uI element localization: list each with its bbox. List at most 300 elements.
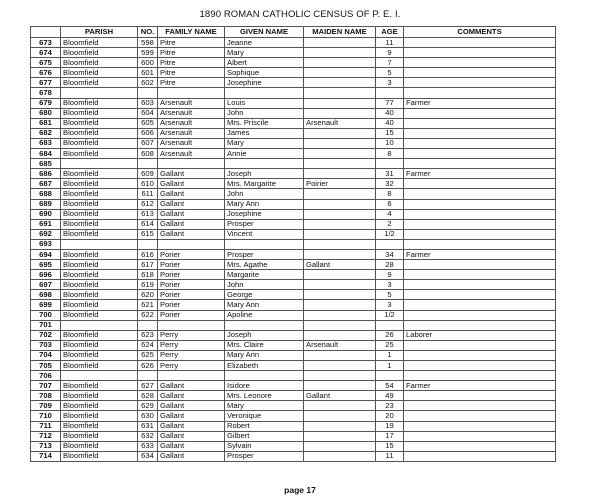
table-row [31, 169, 556, 179]
table-row [31, 330, 556, 340]
given-name-cell: Margarite [225, 270, 304, 280]
age-cell: 77 [376, 98, 404, 108]
number-cell: 630 [138, 411, 158, 421]
table-row [31, 118, 556, 128]
row-number: 691 [31, 219, 61, 229]
family-name-cell: Gallant [158, 199, 225, 209]
comments-cell [404, 118, 556, 128]
row-number: 679 [31, 98, 61, 108]
header-given-name: GIVEN NAME [225, 27, 304, 38]
number-cell: 602 [138, 78, 158, 88]
age-cell: 9 [376, 48, 404, 58]
comments-cell [404, 371, 556, 381]
given-name-cell: James [225, 128, 304, 138]
comments-cell [404, 38, 556, 48]
given-name-cell: Jeanne [225, 38, 304, 48]
number-cell: 621 [138, 300, 158, 310]
age-cell: 54 [376, 381, 404, 391]
number-cell: 610 [138, 179, 158, 189]
family-name-cell [158, 371, 225, 381]
row-number: 713 [31, 441, 61, 451]
table-row [31, 78, 556, 88]
number-cell: 617 [138, 260, 158, 270]
row-number: 696 [31, 270, 61, 280]
maiden-name-cell [304, 229, 376, 239]
comments-cell [404, 260, 556, 270]
maiden-name-cell [304, 361, 376, 371]
number-cell [138, 159, 158, 169]
number-cell: 607 [138, 138, 158, 148]
age-cell: 28 [376, 260, 404, 270]
maiden-name-cell [304, 138, 376, 148]
parish-cell: Bloomfield [61, 441, 138, 451]
family-name-cell [158, 239, 225, 249]
comments-cell [404, 209, 556, 219]
age-cell: 23 [376, 401, 404, 411]
maiden-name-cell [304, 209, 376, 219]
number-cell: 615 [138, 229, 158, 239]
number-cell [138, 88, 158, 98]
page-title: 1890 ROMAN CATHOLIC CENSUS OF P. E. I. [199, 9, 401, 20]
maiden-name-cell [304, 189, 376, 199]
maiden-name-cell [304, 199, 376, 209]
given-name-cell: Prosper [225, 249, 304, 259]
row-number: 697 [31, 280, 61, 290]
family-name-cell: Gallant [158, 219, 225, 229]
table-row [31, 209, 556, 219]
family-name-cell: Porier [158, 290, 225, 300]
age-cell: 5 [376, 290, 404, 300]
table-row [31, 431, 556, 441]
number-cell: 604 [138, 108, 158, 118]
parish-cell [61, 159, 138, 169]
number-cell: 605 [138, 118, 158, 128]
comments-cell: Farmer [404, 98, 556, 108]
row-number: 694 [31, 249, 61, 259]
table-row [31, 350, 556, 360]
comments-cell [404, 179, 556, 189]
family-name-cell: Arsenault [158, 108, 225, 118]
maiden-name-cell [304, 239, 376, 249]
family-name-cell: Arsenault [158, 149, 225, 159]
family-name-cell: Porier [158, 270, 225, 280]
maiden-name-cell [304, 48, 376, 58]
family-name-cell: Gallant [158, 441, 225, 451]
number-cell: 600 [138, 58, 158, 68]
maiden-name-cell [304, 371, 376, 381]
table-row [31, 58, 556, 68]
family-name-cell: Perry [158, 361, 225, 371]
row-number: 704 [31, 350, 61, 360]
row-number: 689 [31, 199, 61, 209]
parish-cell: Bloomfield [61, 78, 138, 88]
maiden-name-cell: Arsenault [304, 340, 376, 350]
maiden-name-cell [304, 68, 376, 78]
age-cell: 26 [376, 330, 404, 340]
row-number: 683 [31, 138, 61, 148]
age-cell: 3 [376, 78, 404, 88]
parish-cell: Bloomfield [61, 249, 138, 259]
table-row [31, 38, 556, 48]
parish-cell: Bloomfield [61, 38, 138, 48]
comments-cell: Farmer [404, 249, 556, 259]
family-name-cell: Gallant [158, 431, 225, 441]
given-name-cell: Joseph [225, 330, 304, 340]
parish-cell: Bloomfield [61, 108, 138, 118]
row-number: 702 [31, 330, 61, 340]
parish-cell [61, 88, 138, 98]
table-row [31, 391, 556, 401]
given-name-cell: Robert [225, 421, 304, 431]
parish-cell [61, 371, 138, 381]
number-cell: 612 [138, 199, 158, 209]
parish-cell: Bloomfield [61, 260, 138, 270]
given-name-cell: Apoline [225, 310, 304, 320]
row-number: 688 [31, 189, 61, 199]
maiden-name-cell [304, 169, 376, 179]
maiden-name-cell [304, 280, 376, 290]
given-name-cell: Josephine [225, 78, 304, 88]
given-name-cell: Mrs. Leonore [225, 391, 304, 401]
given-name-cell: Mrs. Priscile [225, 118, 304, 128]
parish-cell: Bloomfield [61, 290, 138, 300]
age-cell: 8 [376, 149, 404, 159]
comments-cell [404, 310, 556, 320]
age-cell: 5 [376, 68, 404, 78]
comments-cell [404, 229, 556, 239]
given-name-cell: Annie [225, 149, 304, 159]
parish-cell: Bloomfield [61, 381, 138, 391]
number-cell: 628 [138, 391, 158, 401]
row-number: 684 [31, 149, 61, 159]
given-name-cell: Albert [225, 58, 304, 68]
parish-cell: Bloomfield [61, 361, 138, 371]
age-cell: 7 [376, 58, 404, 68]
family-name-cell: Pitre [158, 68, 225, 78]
table-row [31, 128, 556, 138]
parish-cell [61, 239, 138, 249]
age-cell [376, 239, 404, 249]
comments-cell [404, 411, 556, 421]
number-cell: 632 [138, 431, 158, 441]
table-row [31, 300, 556, 310]
maiden-name-cell [304, 411, 376, 421]
comments-cell [404, 361, 556, 371]
given-name-cell: Mary [225, 138, 304, 148]
table-row [31, 108, 556, 118]
family-name-cell [158, 88, 225, 98]
number-cell: 618 [138, 270, 158, 280]
maiden-name-cell [304, 431, 376, 441]
comments-cell: Farmer [404, 169, 556, 179]
maiden-name-cell [304, 38, 376, 48]
given-name-cell: Sophique [225, 68, 304, 78]
number-cell: 634 [138, 451, 158, 461]
parish-cell: Bloomfield [61, 118, 138, 128]
row-number: 680 [31, 108, 61, 118]
parish-cell: Bloomfield [61, 330, 138, 340]
row-number: 681 [31, 118, 61, 128]
given-name-cell: Mary [225, 48, 304, 58]
parish-cell: Bloomfield [61, 98, 138, 108]
comments-cell [404, 108, 556, 118]
table-row [31, 179, 556, 189]
given-name-cell: Sylvain [225, 441, 304, 451]
age-cell: 31 [376, 169, 404, 179]
table-row [31, 381, 556, 391]
row-number: 676 [31, 68, 61, 78]
age-cell: 8 [376, 189, 404, 199]
maiden-name-cell [304, 320, 376, 330]
given-name-cell: John [225, 280, 304, 290]
row-number: 710 [31, 411, 61, 421]
given-name-cell: Mary [225, 401, 304, 411]
comments-cell [404, 431, 556, 441]
family-name-cell: Pitre [158, 78, 225, 88]
age-cell: 11 [376, 451, 404, 461]
maiden-name-cell [304, 78, 376, 88]
maiden-name-cell [304, 441, 376, 451]
row-number: 699 [31, 300, 61, 310]
maiden-name-cell [304, 219, 376, 229]
table-row [31, 421, 556, 431]
comments-cell [404, 350, 556, 360]
census-table [30, 26, 556, 462]
family-name-cell: Perry [158, 350, 225, 360]
family-name-cell: Gallant [158, 391, 225, 401]
given-name-cell: Mrs. Agathe [225, 260, 304, 270]
table-row [31, 401, 556, 411]
age-cell: 15 [376, 441, 404, 451]
row-number: 673 [31, 38, 61, 48]
maiden-name-cell [304, 451, 376, 461]
age-cell: 20 [376, 411, 404, 421]
comments-cell [404, 300, 556, 310]
comments-cell [404, 270, 556, 280]
parish-cell: Bloomfield [61, 169, 138, 179]
comments-cell [404, 340, 556, 350]
age-cell: 9 [376, 270, 404, 280]
table-row [31, 320, 556, 330]
age-cell: 1/2 [376, 310, 404, 320]
number-cell: 601 [138, 68, 158, 78]
family-name-cell [158, 159, 225, 169]
comments-cell [404, 149, 556, 159]
table-row [31, 371, 556, 381]
age-cell: 11 [376, 38, 404, 48]
row-number: 703 [31, 340, 61, 350]
table-row [31, 280, 556, 290]
given-name-cell: Elizabeth [225, 361, 304, 371]
table-row [31, 98, 556, 108]
maiden-name-cell [304, 270, 376, 280]
family-name-cell: Gallant [158, 169, 225, 179]
number-cell: 609 [138, 169, 158, 179]
parish-cell: Bloomfield [61, 401, 138, 411]
maiden-name-cell [304, 300, 376, 310]
age-cell: 34 [376, 249, 404, 259]
table-row [31, 199, 556, 209]
maiden-name-cell: Gallant [304, 391, 376, 401]
age-cell: 25 [376, 340, 404, 350]
given-name-cell: Prosper [225, 219, 304, 229]
table-row [31, 451, 556, 461]
number-cell [138, 239, 158, 249]
parish-cell: Bloomfield [61, 421, 138, 431]
given-name-cell: Vincent [225, 229, 304, 239]
table-row [31, 239, 556, 249]
comments-cell [404, 290, 556, 300]
family-name-cell: Gallant [158, 451, 225, 461]
census-body [31, 38, 556, 462]
maiden-name-cell [304, 290, 376, 300]
row-number: 674 [31, 48, 61, 58]
family-name-cell: Gallant [158, 189, 225, 199]
maiden-name-cell [304, 108, 376, 118]
family-name-cell: Porier [158, 310, 225, 320]
comments-cell [404, 58, 556, 68]
age-cell: 15 [376, 128, 404, 138]
parish-cell: Bloomfield [61, 58, 138, 68]
table-row [31, 149, 556, 159]
parish-cell: Bloomfield [61, 340, 138, 350]
header-no: NO. [138, 27, 158, 38]
row-number: 682 [31, 128, 61, 138]
given-name-cell [225, 159, 304, 169]
table-row [31, 159, 556, 169]
comments-cell [404, 391, 556, 401]
comments-cell [404, 421, 556, 431]
number-cell: 629 [138, 401, 158, 411]
number-cell: 598 [138, 38, 158, 48]
maiden-name-cell [304, 98, 376, 108]
parish-cell: Bloomfield [61, 138, 138, 148]
parish-cell: Bloomfield [61, 48, 138, 58]
table-row [31, 88, 556, 98]
comments-cell [404, 401, 556, 411]
age-cell [376, 159, 404, 169]
comments-cell: Farmer [404, 381, 556, 391]
age-cell: 1/2 [376, 229, 404, 239]
comments-cell [404, 451, 556, 461]
maiden-name-cell [304, 330, 376, 340]
family-name-cell: Arsenault [158, 98, 225, 108]
age-cell: 1 [376, 361, 404, 371]
parish-cell: Bloomfield [61, 270, 138, 280]
number-cell: 603 [138, 98, 158, 108]
row-number: 705 [31, 361, 61, 371]
comments-cell [404, 88, 556, 98]
age-cell [376, 371, 404, 381]
family-name-cell: Porier [158, 300, 225, 310]
given-name-cell: Mary Ann [225, 350, 304, 360]
family-name-cell: Gallant [158, 401, 225, 411]
header-age: AGE [376, 27, 404, 38]
family-name-cell: Porier [158, 249, 225, 259]
family-name-cell: Gallant [158, 421, 225, 431]
parish-cell: Bloomfield [61, 431, 138, 441]
maiden-name-cell [304, 128, 376, 138]
given-name-cell: Mary Ann [225, 300, 304, 310]
comments-cell [404, 189, 556, 199]
parish-cell: Bloomfield [61, 189, 138, 199]
family-name-cell: Porier [158, 260, 225, 270]
parish-cell: Bloomfield [61, 391, 138, 401]
age-cell: 3 [376, 300, 404, 310]
table-row [31, 290, 556, 300]
number-cell: 622 [138, 310, 158, 320]
parish-cell [61, 320, 138, 330]
parish-cell: Bloomfield [61, 179, 138, 189]
number-cell [138, 371, 158, 381]
maiden-name-cell [304, 401, 376, 411]
maiden-name-cell [304, 381, 376, 391]
age-cell: 4 [376, 209, 404, 219]
header-comments: COMMENTS [404, 27, 556, 38]
given-name-cell [225, 88, 304, 98]
family-name-cell: Gallant [158, 179, 225, 189]
family-name-cell: Arsenault [158, 138, 225, 148]
given-name-cell: Gilbert [225, 431, 304, 441]
age-cell: 40 [376, 108, 404, 118]
family-name-cell: Porier [158, 280, 225, 290]
row-number: 698 [31, 290, 61, 300]
given-name-cell: John [225, 189, 304, 199]
given-name-cell [225, 239, 304, 249]
age-cell [376, 320, 404, 330]
header-parish: PARISH [61, 27, 138, 38]
comments-cell: Laborer [404, 330, 556, 340]
age-cell: 1 [376, 350, 404, 360]
maiden-name-cell [304, 249, 376, 259]
table-row [31, 229, 556, 239]
number-cell [138, 320, 158, 330]
number-cell: 614 [138, 219, 158, 229]
given-name-cell: Mary Ann [225, 199, 304, 209]
header-maiden-name: MAIDEN NAME [304, 27, 376, 38]
row-number: 693 [31, 239, 61, 249]
maiden-name-cell: Gallant [304, 260, 376, 270]
number-cell: 624 [138, 340, 158, 350]
row-number: 706 [31, 371, 61, 381]
row-number: 701 [31, 320, 61, 330]
table-row [31, 68, 556, 78]
number-cell: 633 [138, 441, 158, 451]
given-name-cell: John [225, 108, 304, 118]
number-cell: 613 [138, 209, 158, 219]
row-number: 675 [31, 58, 61, 68]
maiden-name-cell [304, 149, 376, 159]
maiden-name-cell [304, 350, 376, 360]
age-cell: 40 [376, 118, 404, 128]
number-cell: 626 [138, 361, 158, 371]
family-name-cell: Arsenault [158, 118, 225, 128]
number-cell: 619 [138, 280, 158, 290]
header-family-name: FAMILY NAME [158, 27, 225, 38]
comments-cell [404, 199, 556, 209]
parish-cell: Bloomfield [61, 280, 138, 290]
table-row [31, 249, 556, 259]
maiden-name-cell [304, 421, 376, 431]
number-cell: 606 [138, 128, 158, 138]
parish-cell: Bloomfield [61, 68, 138, 78]
parish-cell: Bloomfield [61, 199, 138, 209]
row-number: 678 [31, 88, 61, 98]
row-number: 690 [31, 209, 61, 219]
family-name-cell: Perry [158, 330, 225, 340]
table-row [31, 138, 556, 148]
family-name-cell: Gallant [158, 209, 225, 219]
